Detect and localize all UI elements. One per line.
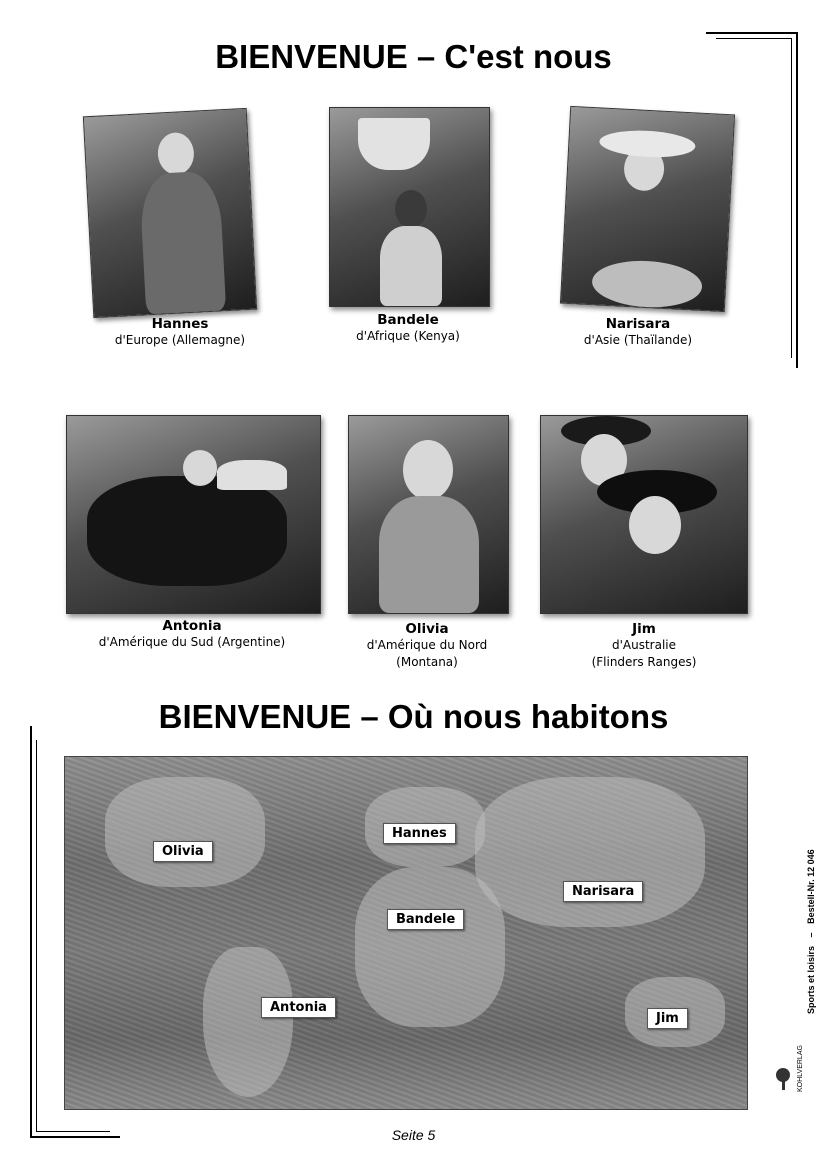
caption-antonia: Antonia d'Amérique du Sud (Argentine) — [98, 618, 286, 649]
corner-frame-top — [791, 38, 792, 358]
corner-frame-top — [706, 32, 798, 34]
caption-jim: Jim d'Australie (Flinders Ranges) — [591, 621, 697, 669]
caption-hannes: Hannes d'Europe (Allemagne) — [114, 316, 246, 347]
photo-olivia — [348, 415, 509, 614]
photo-narisara — [560, 106, 735, 312]
corner-frame-top — [796, 32, 798, 368]
caption-bandele: Bandele d'Afrique (Kenya) — [356, 312, 460, 343]
caption-narisara: Narisara d'Asie (Thaïlande) — [583, 316, 693, 347]
north-america-landmass — [105, 777, 265, 887]
map-label-narisara: Narisara — [563, 881, 643, 902]
map-label-hannes: Hannes — [383, 823, 456, 844]
publisher-logo — [772, 1066, 794, 1092]
corner-frame-bottom — [36, 740, 37, 1132]
map-label-jim: Jim — [647, 1008, 688, 1029]
map-label-olivia: Olivia — [153, 841, 213, 862]
page-number: Seite 5 — [391, 1127, 436, 1143]
map-label-antonia: Antonia — [261, 997, 336, 1018]
section-title: BIENVENUE – Où nous habitons — [158, 698, 669, 735]
photo-antonia — [66, 415, 321, 614]
photo-hannes — [83, 108, 257, 318]
corner-frame-bottom — [30, 726, 32, 1138]
south-america-landmass — [203, 947, 293, 1097]
world-map — [64, 756, 748, 1110]
photo-jim — [540, 415, 748, 614]
photo-bandele — [329, 107, 490, 307]
page-title: BIENVENUE – C'est nous — [215, 38, 612, 75]
caption-olivia: Olivia d'Amérique du Nord (Montana) — [366, 621, 488, 669]
side-order-number: Bestell-Nr. 12 046 — [806, 849, 816, 924]
map-label-bandele: Bandele — [387, 909, 464, 930]
asia-landmass — [475, 777, 705, 927]
side-title: Sports et loisirs — [806, 945, 816, 1014]
